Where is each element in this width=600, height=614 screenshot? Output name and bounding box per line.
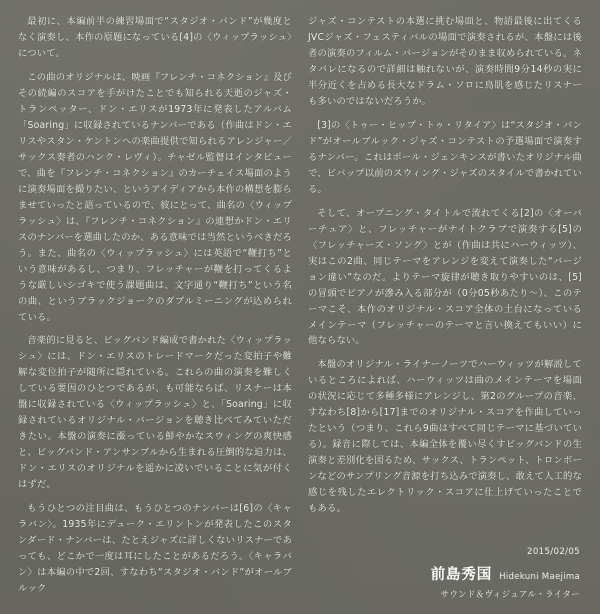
column-right	[308, 14, 582, 554]
paragraph: 音楽的に見ると、ビッグバンド編成で書かれた〈ウィップラッシュ〉には、ドン・エリスのトレードマークだった変拍子や難解な変位拍子が随所に隠れている。これらの曲の演奏を難しくしている要因のひとつであるが、も可能ならば、リスナーは本盤に収録されている〈ウィップラッシュ〉と、「Soaring」に収録されているオリジナル・バージョンを聴き比べてみていただきたい。本盤の演奏に漲っている鮮やかなスウィングの爽快感と、ビッグバンド・アンサンブルから生まれる圧倒的な迫力は、ドン・エリスのオリジナルを遥かに凌いでいることに気が付くはずだ。	[18, 335, 292, 491]
paragraph: 最初に、本編前半の練習場面で“スタジオ・バンド”が幾度となく演奏し、本作の原題になっている[4]の〈ウィップラッシュ〉について。	[18, 16, 292, 59]
paragraph: この曲のオリジナルは、映画『フレンチ・コネクション』及びその続編のスコアを手がけたことでも知られる天逝のジャズ・トランペッター、ドン・エリスが1973年に発表したアルバム「Soaring」に収録されているナンバーである（作曲はドン・エリスやスタン・ケントンへの楽曲提供で知られるアレンジャー／サックス奏者のハンク・レヴィ）。チャゼル監督はインタビューで、曲を『フレンチ・コネクション』のカーチェイス場面のように演奏場面を撮りたい、というアイディアから本作の構想を膨らませていったと語っているので、彼にとって、曲名の〈ウィップラッシュ〉は、『フレンチ・コネクション』の連想かドン・エリスのナンバーを選曲したのか、ある意味では当然というべきだろう。また、曲名の〈ウィップラッシュ〉には英語で“鞭打ち”という意味があるし、つまり、フレッチャーが鞭を打ってくるような厳しいシゴキで使う課題曲は、文字通り“鞭打ち”という名の曲、というブラックジョークのダブルミーニングが込められている。	[18, 71, 292, 323]
author-role: サウンド＆ヴィジュアル・ライター	[440, 589, 580, 599]
publication-date: 2015/02/05	[527, 547, 580, 557]
paragraph: ジャズ・コンテストの本選に挑む場面と、物語最後に出てくるJVCジャズ・フェスティバルの場面で演奏されるが、本盤には後者の演奏のフィルム・バージョンがそのまま収められている。ネタバレになるので詳細は触れないが、演奏時間9分14秒の実に半分近くを占める長大なドラム・ソロに鳥肌を感じたリスナーも多いのではないだろうか。	[308, 16, 582, 107]
paragraph: そして、オープニング・タイトルで流れてくる[2]の〈オーバーチュア〉と、フレッチャーがナイトクラブで演奏する[5]の〈フレッチャーズ・ソング〉とが（作曲は共にハーウィッツ）、実はこの2曲、同じテーマをアレンジを変えて演奏した“バージョン違い”なのだ。よりテーマ旋律が聴き取りやすいのは、[5]の冒頭でピアノが滲み入る部分が（0分05秒あたり〜）、このテーマこそ、本作のオリジナル・スコア全体の土台になっているメインテーマ（フレッチャーのテーマと言い換えてもいい）に他ならない。	[308, 207, 582, 347]
author-name-ja: 前島秀国	[430, 567, 493, 583]
signature-block	[431, 547, 580, 600]
paragraph: [3]の〈トゥー・ヒップ・トゥ・リタイア〉は“スタジオ・バンド”がオールブルック・ジャズ・コンテストの予選場面で演奏するナンバー。これはポール・ジェンキンスが書いたオリジナル曲で、ビバップ以前のスウィング・ジャズのスタイルで書かれている。	[308, 119, 582, 195]
author-byline	[431, 563, 580, 584]
author-name-en: Hidekuni Maejima	[499, 572, 580, 582]
column-left	[18, 14, 292, 595]
paragraph: 本盤のオリジナル・ライナーノーツでハーウィッツが解説しているところによれば、ハーウィッツは曲のメインテーマを場面の状況に応じて多種多様にアレンジし、第2のグループの音楽、すなわち[8]から[17]までのオリジナル・スコアを作曲していったという（つまり、これら9曲はすべて同じテーマに基づいている）。録音に際しては、本編全体を覆い尽くすビッグバンドの生演奏と差別化を図るため、サックス、トランペット、トロンボーンなどのサンプリング音源を打ち込みで演奏し、敢えて人工的な感じを残したエレクトリック・スコアに仕上げていったことでもある。	[308, 359, 582, 515]
paragraph: もうひとつの注目曲は、もうひとつのナンバーは[6]の〈キャラバン〉。1935年にデューク・エリントンが発表したこのスタンダード・ナンバーは、たとえジャズに詳しくないリスナーであっても、どこかで一度は耳にしたことがあるだろう。〈キャラバン〉は本編の中で2回、すなわち“スタジオ・バンド”がオールブルック	[18, 503, 292, 595]
